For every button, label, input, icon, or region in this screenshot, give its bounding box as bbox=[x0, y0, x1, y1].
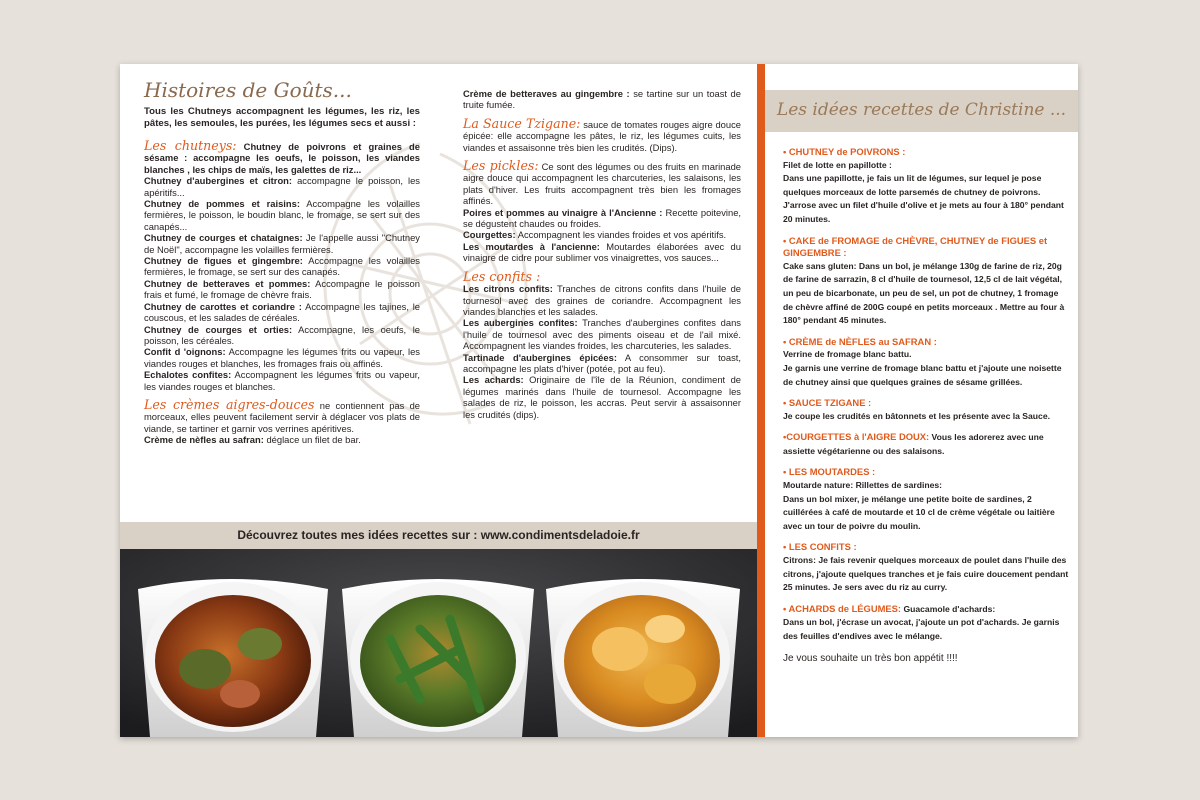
orange-divider bbox=[757, 64, 765, 737]
chutney-item bbox=[144, 346, 420, 369]
item-text: Originaire de l'île de la Réunion, condiment de légumes marinés dans l'huile de tournesol. Accompagne les salades de riz, le poisson, les accras. Peut servir à assaisonner les crudités (dips). bbox=[463, 374, 742, 420]
recipe-title: • LES CONFITS : bbox=[783, 541, 857, 553]
recipe-line bbox=[783, 603, 1069, 617]
item-text: Recette poitevine, se dégustent chaudes ou froides. bbox=[463, 206, 742, 230]
recipe-line: Je coupe les crudités en bâtonnets et les présente avec la Sauce. bbox=[783, 410, 1050, 421]
chutney-item bbox=[144, 278, 420, 301]
recipe-title: • ACHARDS de LÉGUMES: bbox=[783, 602, 902, 614]
cremes-intro bbox=[144, 396, 420, 434]
brochure-sheet bbox=[120, 64, 1078, 737]
chutney-item bbox=[144, 369, 420, 392]
confit-item bbox=[463, 283, 741, 317]
tzigane-section bbox=[463, 115, 742, 153]
recipe-item bbox=[783, 603, 1069, 644]
item-text: Accompagne les légumes frits ou vapeur, les viandes rouges et blanches, les fromages frais ou affinés. bbox=[144, 346, 420, 369]
pickle-item bbox=[463, 229, 741, 240]
recipe-line: Dans un bol, j'écrase un avocat, j'ajoute un pot d'achards. Je garnis des feuilles d'endives avec le mélange. bbox=[783, 617, 1060, 641]
item-name: Chutney de carottes et coriandre : bbox=[144, 300, 302, 312]
recipe-item bbox=[783, 431, 1069, 458]
item-text: Je l'appelle aussi "Chutney de Noël", accompagne les volailles fermières. bbox=[144, 232, 420, 255]
recipe-line: Moutarde nature: Rillettes de sardines: bbox=[783, 480, 943, 491]
confit-item bbox=[463, 374, 741, 420]
confits-heading-row bbox=[463, 268, 741, 284]
section-heading-confits: Les confits : bbox=[463, 268, 541, 284]
item-name: Confit d 'oignons: bbox=[144, 346, 226, 358]
section-heading-cremes: Les crèmes aigres-douces bbox=[144, 396, 315, 412]
confit-item bbox=[463, 317, 741, 351]
left-panel bbox=[120, 64, 757, 737]
recipe-line: Citrons: Je fais revenir quelques morceaux de poulet dans l'huile des citrons, j'ajoute quelques tranches et je fais cuire doucement pendant 25 minutes. Je sers avec du riz au curry. bbox=[783, 555, 1069, 593]
chutney-item bbox=[144, 324, 420, 347]
item-name: Chutney de courges et orties: bbox=[144, 323, 293, 335]
item-text: Accompagne les volailles fermières, le fromage, se sert sur des canapés. bbox=[144, 255, 420, 278]
recipe-line bbox=[783, 431, 1069, 458]
recipe-title: • CAKE de FROMAGE de CHÈVRE, CHUTNEY de FIGUES et GINGEMBRE : bbox=[783, 234, 1048, 259]
recipe-line: Filet de lotte en papillotte : bbox=[783, 159, 892, 170]
item-text: Chutney de poivrons et graines de sésame : accompagne les oeufs, le poisson, les viandes blanches , les chips de maïs, les galettes de riz... bbox=[144, 141, 420, 175]
item-text: accompagne le poisson, les apéritifs... bbox=[144, 175, 420, 198]
creme-item bbox=[144, 434, 420, 445]
item-name: Les aubergines confites: bbox=[463, 317, 578, 329]
item-name: Echalotes confites: bbox=[144, 369, 232, 381]
item-name: Les citrons confits: bbox=[463, 283, 553, 295]
recipe-item bbox=[783, 397, 1069, 423]
item-text: Accompagnent les viandes froides et vos apéritifs. bbox=[517, 229, 727, 241]
recipe-line: Dans un bol mixer, je mélange une petite boite de sardines, 2 cuillérées à café de moutarde et 10 cl de crème végétale ou laitière avec un tour de poivre du moulin. bbox=[783, 493, 1055, 531]
item-text: Accompagnent les légumes frits ou vapeur, les viandes rouges et blanches. bbox=[144, 369, 420, 392]
creme-item bbox=[463, 88, 741, 111]
chutney-item bbox=[144, 255, 420, 278]
recipe-line: Dans une papillotte, je fais un lit de légumes, sur lequel je pose quelques morceaux de lotte parsemés de chutney de poivrons. J'arrose avec un filet d'huile d'olive et je mets au four à 180° pendant 20 minutes. bbox=[783, 173, 1064, 224]
confit-item bbox=[463, 352, 741, 375]
section-heading-chutneys: Les chutneys: bbox=[144, 138, 237, 153]
three-bowls-illustration-icon bbox=[120, 549, 757, 737]
item-name: Chutney de pommes et raisins: bbox=[144, 198, 300, 210]
closing-text: Je vous souhaite un très bon appétit !!!! bbox=[783, 652, 958, 664]
intro-text: Tous les Chutneys accompagnent les légumes, les riz, les pâtes, les semoules, les purées, les légumes secs et aussi : bbox=[144, 106, 420, 129]
item-text: se tartine sur un toast de truite fumée. bbox=[463, 88, 741, 111]
section-text: sauce de tomates rouges aigre douce épicée: elle accompagne les pâtes, le riz, les légumes cuits, les viandes et assaisonne très bien les crudités. (Dips). bbox=[463, 118, 742, 153]
item-text: Tranches de citrons confits dans l'huile de tournesol avec des graines de coriandre. Accompagnent les viandes blanches et les salades. bbox=[463, 283, 741, 317]
item-text: Accompagne les volailles fermières, le poisson, le boudin blanc, le fromage, se sert sur des canapés... bbox=[144, 198, 420, 232]
pickle-item bbox=[463, 241, 741, 264]
section-heading-tzigane: La Sauce Tzigane: bbox=[463, 115, 581, 131]
item-text: A consommer sur toast, accompagne les plats d'hiver (potée, pot au feu). bbox=[463, 351, 741, 374]
item-name: Chutney de betteraves et pommes: bbox=[144, 277, 311, 289]
item-name: Les moutardes à l'ancienne: bbox=[463, 240, 600, 252]
recipe-line: Verrine de fromage blanc battu. bbox=[783, 349, 912, 360]
item-text: déglace un filet de bar. bbox=[266, 434, 361, 446]
section-heading-pickles: Les pickles: bbox=[463, 158, 539, 174]
right-panel bbox=[765, 64, 1078, 737]
recipes-title: Les idées recettes de Christine ... bbox=[776, 100, 1067, 120]
item-text: Moutardes élaborées avec du vinaigre de cidre pour sublimer vos vinaigrettes, vos sauces... bbox=[463, 240, 741, 264]
recipe-title: • SAUCE TZIGANE : bbox=[783, 397, 872, 409]
recipe-title: • LES MOUTARDES : bbox=[783, 466, 876, 478]
item-name: Chutney de figues et gingembre: bbox=[144, 255, 303, 267]
recipe-text: Guacamole d'achards: bbox=[903, 603, 996, 614]
left-column-1 bbox=[144, 78, 420, 446]
item-name: Chutney de courges et chataignes: bbox=[144, 232, 303, 244]
website-banner: Découvrez toutes mes idées recettes sur : www.condimentsdeladoie.fr bbox=[120, 522, 757, 549]
recipe-text: Vous les adorerez avec une assiette végétarienne ou des salaisons. bbox=[783, 432, 1044, 456]
recipe-line: Cake sans gluten: Dans un bol, je mélange 130g de farine de riz, 20g de farine de sarrazin, 8 cl d'huile de tournesol, 12,5 cl de lait végétal, un peu de bicarbonate, un peu de sel, un pot de chutney, 1 fromage de chèvre affiné de 200G coupé en petits morceaux . Mettre au four à 180° pendant 45 minutes. bbox=[783, 260, 1065, 326]
left-column-2 bbox=[463, 88, 741, 420]
chutney-item bbox=[144, 175, 420, 198]
recipe-title: •COURGETTES à l'AIGRE DOUX: bbox=[783, 431, 930, 443]
pickles-section bbox=[463, 160, 741, 207]
recipe-title: • CHUTNEY de POIVRONS : bbox=[783, 146, 906, 157]
section-text: Ce sont des légumes ou des fruits en marinade aigre douce qui accompagnent les charcuteries, les salaisons, les plats d'hiver. Les fruits accompagnent très bien les fromages affinés. bbox=[463, 161, 742, 207]
recipe-item bbox=[783, 235, 1069, 328]
chutney-item bbox=[144, 301, 420, 324]
chutney-item bbox=[144, 232, 420, 255]
chutney-item bbox=[144, 198, 420, 232]
chutney-item bbox=[144, 140, 420, 175]
item-name: Courgettes: bbox=[463, 229, 516, 241]
recipe-item bbox=[783, 146, 1069, 227]
item-name: Les achards: bbox=[463, 374, 524, 386]
recipe-title: • CRÈME de NÈFLES au SAFRAN : bbox=[783, 335, 937, 347]
item-text: Tranches d'aubergines confites dans l'huile de tournesol avec des piments oiseau et de l'ail mixé. Accompagnent les viandes froides, les charcuteries, les salades. bbox=[463, 317, 741, 352]
item-name: Crème de betteraves au gingembre : bbox=[463, 88, 630, 99]
item-name: Chutney d'aubergines et citron: bbox=[144, 175, 293, 187]
item-name: Poires et pommes au vinaigre à l'Ancienne : bbox=[463, 206, 663, 218]
item-text: Accompagne les tajines, le couscous, et les salades de céréales. bbox=[144, 300, 420, 324]
item-name: Tartinade d'aubergines épicées: bbox=[463, 351, 617, 363]
recipes-list bbox=[783, 146, 1069, 665]
recipe-line: Je garnis une verrine de fromage blanc battu et j'ajoute une noisette de chutney ainsi que quelques graines de sésame grillées. bbox=[783, 362, 1062, 387]
section-text: ne contiennent pas de morceaux, elles peuvent facilement servir à déglacer vos plats de viande, se tartiner et garnir vos verrines apéritives. bbox=[144, 399, 420, 434]
item-text: Accompagne, les oeufs, le poisson, les céréales. bbox=[144, 323, 420, 346]
page-title: Histoires de Goûts... bbox=[144, 78, 352, 102]
recipe-item bbox=[783, 466, 1069, 533]
recipe-item bbox=[783, 541, 1069, 594]
recipe-item bbox=[783, 336, 1069, 389]
item-text: Accompagne le poisson frais et fumé, le fromage de chèvre frais. bbox=[144, 277, 420, 301]
pickle-item bbox=[463, 207, 741, 230]
item-name: Crème de nèfles au safran: bbox=[144, 434, 264, 446]
